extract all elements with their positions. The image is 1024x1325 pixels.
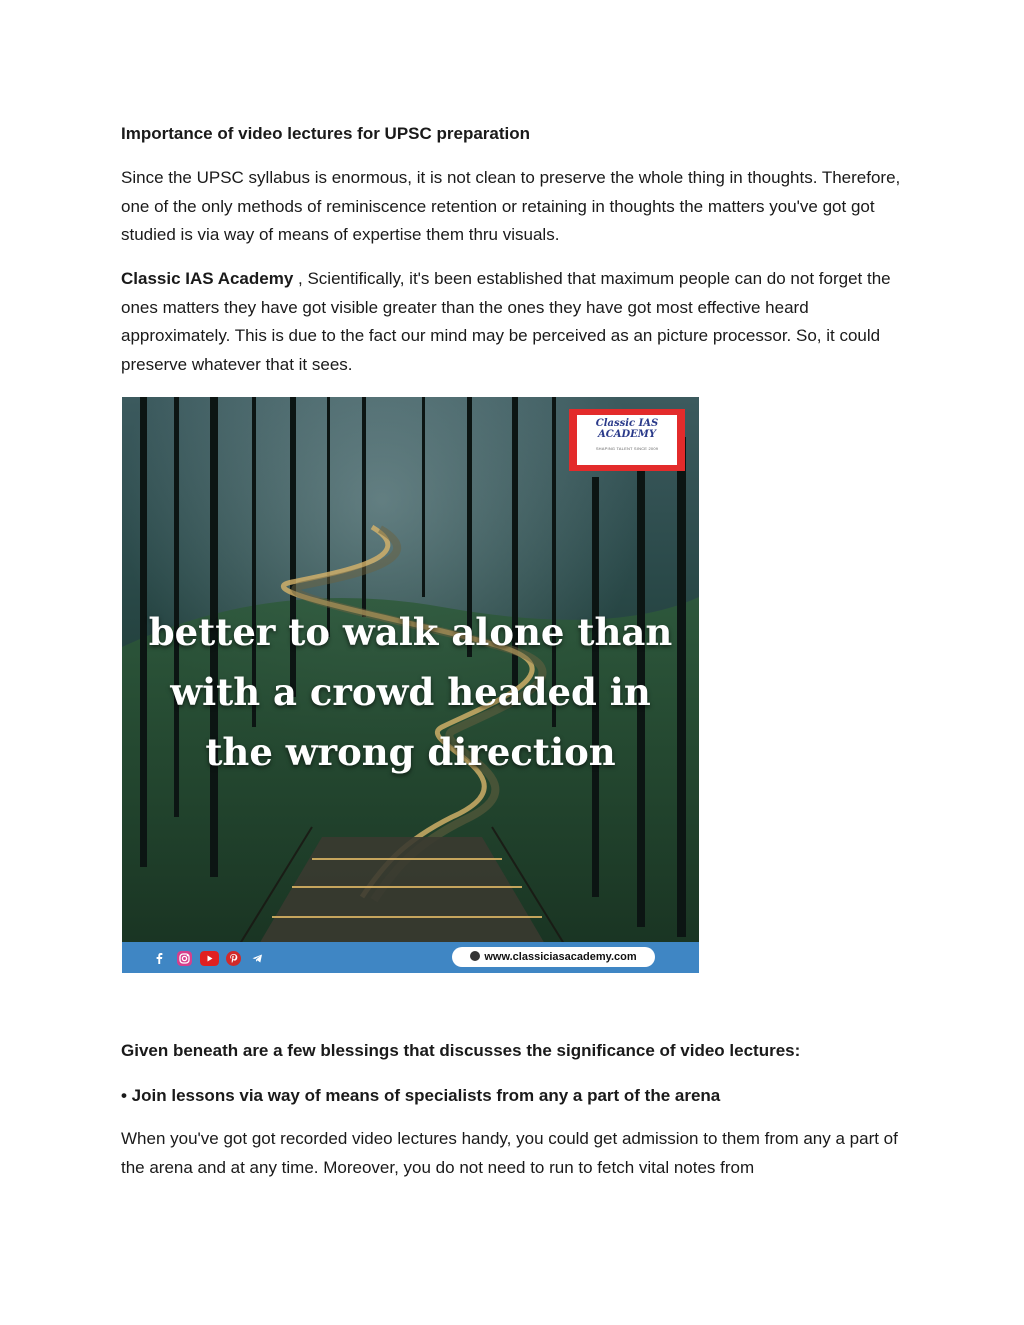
motivational-poster-image: [122, 397, 699, 973]
pinterest-icon: [226, 951, 241, 966]
academy-logo: [569, 409, 685, 471]
facebook-icon: [152, 951, 167, 966]
globe-icon: [470, 951, 480, 961]
paragraph-scientific: [121, 265, 911, 379]
instagram-icon: [177, 951, 192, 966]
poster-quote: [122, 602, 699, 782]
section-heading-importance: Importance of video lectures for UPSC preparation: [121, 124, 531, 143]
youtube-icon: [200, 951, 219, 966]
paragraph-recorded-lectures: When you've got got recorded video lectures handy, you could get admission to them from any a part of the arena and at any time. Moreover, you do not need to run to fetch vital notes from: [121, 1129, 898, 1177]
logo-line2: ACADEMY: [598, 429, 656, 440]
quote-line-1: better to walk alone than: [148, 610, 673, 654]
website-pill: [452, 947, 655, 967]
quote-line-2: with a crowd headed in: [170, 670, 651, 714]
logo-tagline: SHAPING TALENT SINCE 2009: [595, 446, 659, 451]
poster-footer: [122, 942, 699, 973]
paragraph-scientific-text: , Scientifically, it's been established that maximum people can do not forget the ones matters they have got visible greater than the ones they have got most effective heard approximately. This is due to the fact our mind may be perceived as an picture processor. So, it could preserve whatever that it sees.: [121, 269, 891, 374]
website-url: www.classiciasacademy.com: [484, 951, 637, 963]
quote-line-3: the wrong direction: [205, 730, 616, 774]
telegram-icon: [250, 951, 265, 966]
paragraph-syllabus: Since the UPSC syllabus is enormous, it is not clean to preserve the whole thing in thoughts. Therefore, one of the only methods of reminiscence retention or retaining in thoughts the matters you've got got studied is via way of means of expertise them thru visuals.: [121, 168, 901, 244]
logo-line1: Classic IAS: [595, 418, 659, 429]
academy-name: Classic IAS Academy: [121, 269, 294, 288]
bullet-heading-join-lessons: • Join lessons via way of means of specialists from any a part of the arena: [121, 1086, 721, 1105]
section-heading-blessings: Given beneath are a few blessings that discusses the significance of video lectures:: [121, 1041, 801, 1060]
